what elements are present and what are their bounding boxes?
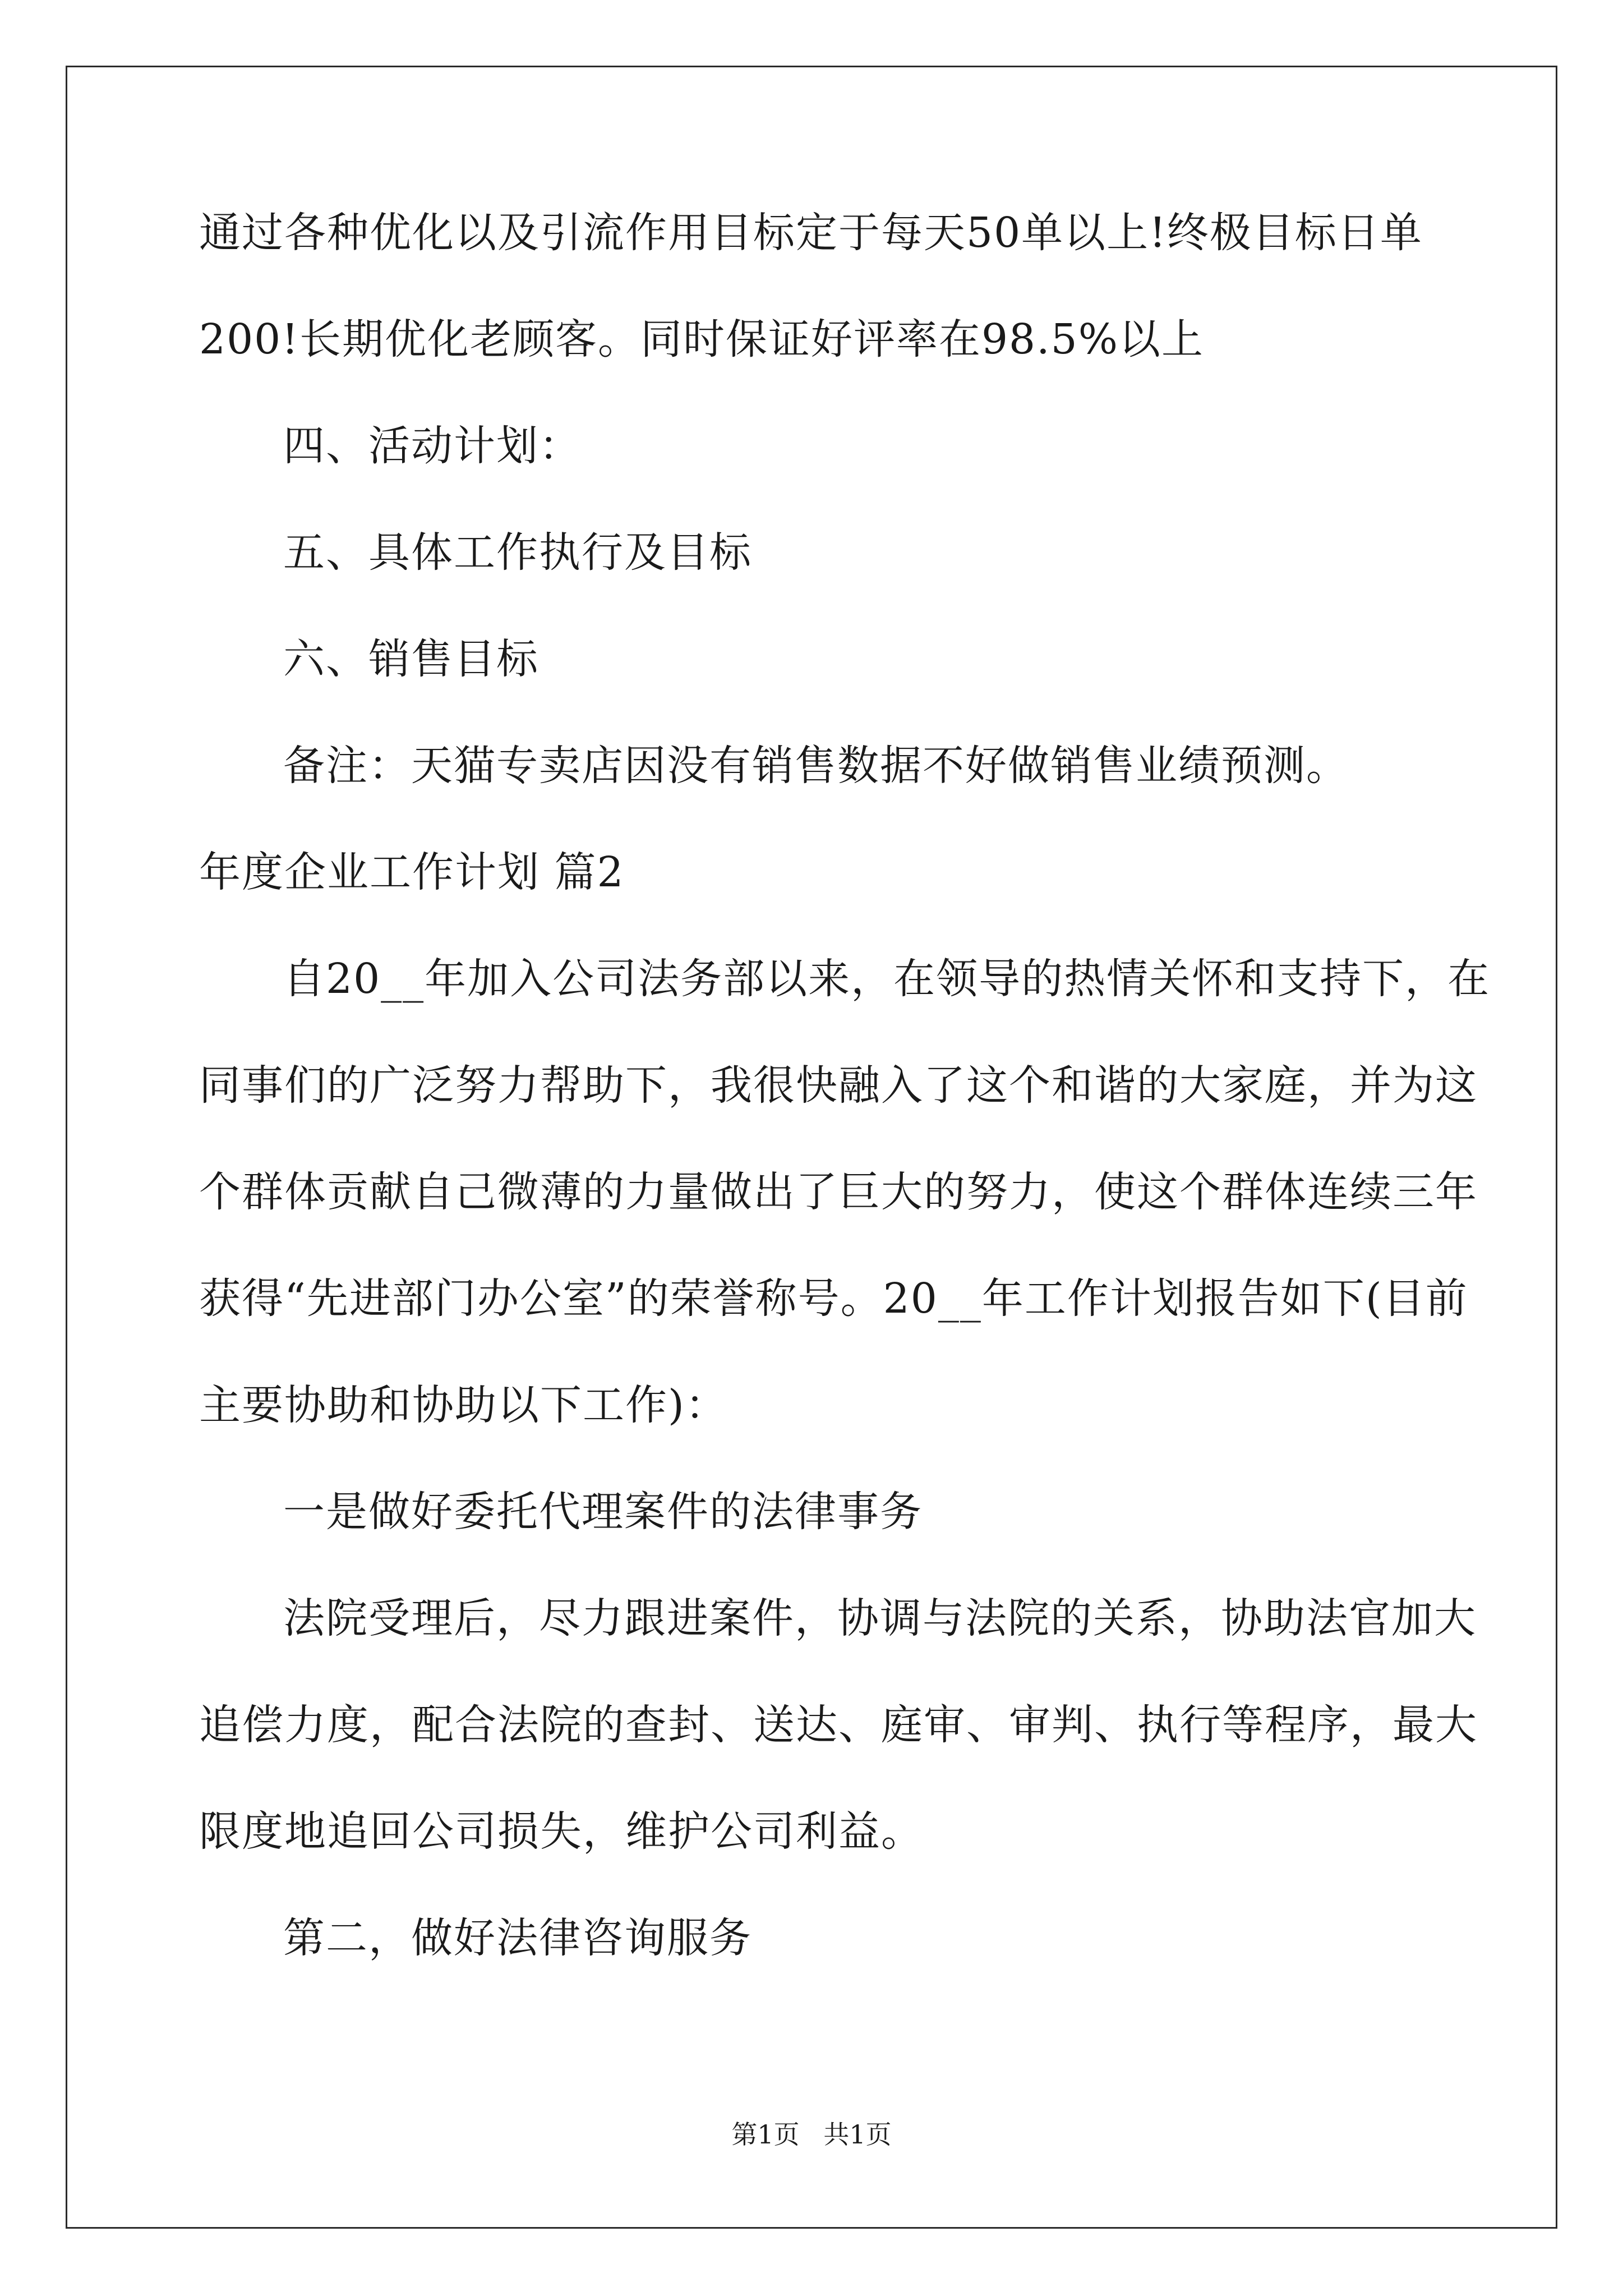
page-total: 共1页 <box>823 2119 892 2150</box>
section-heading: 第二，做好法律咨询服务 <box>283 1914 752 1962</box>
body-line: 主要协助和协助以下工作)： <box>199 1381 728 1429</box>
body-line: 同事们的广泛努力帮助下，我很快融入了这个和谐的大家庭，并为这 <box>199 1061 1478 1110</box>
body-line: 获得“先进部门办公室”的荣誉称号。20__年工作计划报告如下(目前 <box>199 1274 1468 1323</box>
body-line: 自20__年加入公司法务部以来，在领导的热情关怀和支持下，在 <box>283 955 1491 1003</box>
section-heading: 一是做好委托代理案件的法律事务 <box>283 1488 923 1536</box>
section-heading: 四、活动计划： <box>283 422 582 470</box>
page-footer <box>0 2118 1623 2151</box>
body-line: 限度地追回公司损失，维护公司利益。 <box>199 1807 924 1856</box>
body-line: 200!长期优化老顾客。同时保证好评率在98.5%以上 <box>199 315 1205 364</box>
note-line: 备注：天猫专卖店因没有销售数据不好做销售业绩预测。 <box>283 742 1349 790</box>
body-line: 追偿力度，配合法院的查封、送达、庭审、审判、执行等程序，最大 <box>199 1701 1478 1749</box>
body-line: 通过各种优化以及引流作用目标定于每天50单以上!终极目标日单 <box>199 209 1423 257</box>
article-title: 年度企业工作计划 篇2 <box>199 848 625 896</box>
body-line: 法院受理后，尽力跟进案件，协调与法院的关系，协助法官加大 <box>283 1594 1477 1642</box>
body-line: 个群体贡献自己微薄的力量做出了巨大的努力，使这个群体连续三年 <box>199 1168 1478 1216</box>
page-number: 第1页 <box>731 2119 800 2150</box>
section-heading: 六、销售目标 <box>283 635 539 683</box>
section-heading: 五、具体工作执行及目标 <box>283 528 752 577</box>
page-border <box>66 66 1557 2229</box>
